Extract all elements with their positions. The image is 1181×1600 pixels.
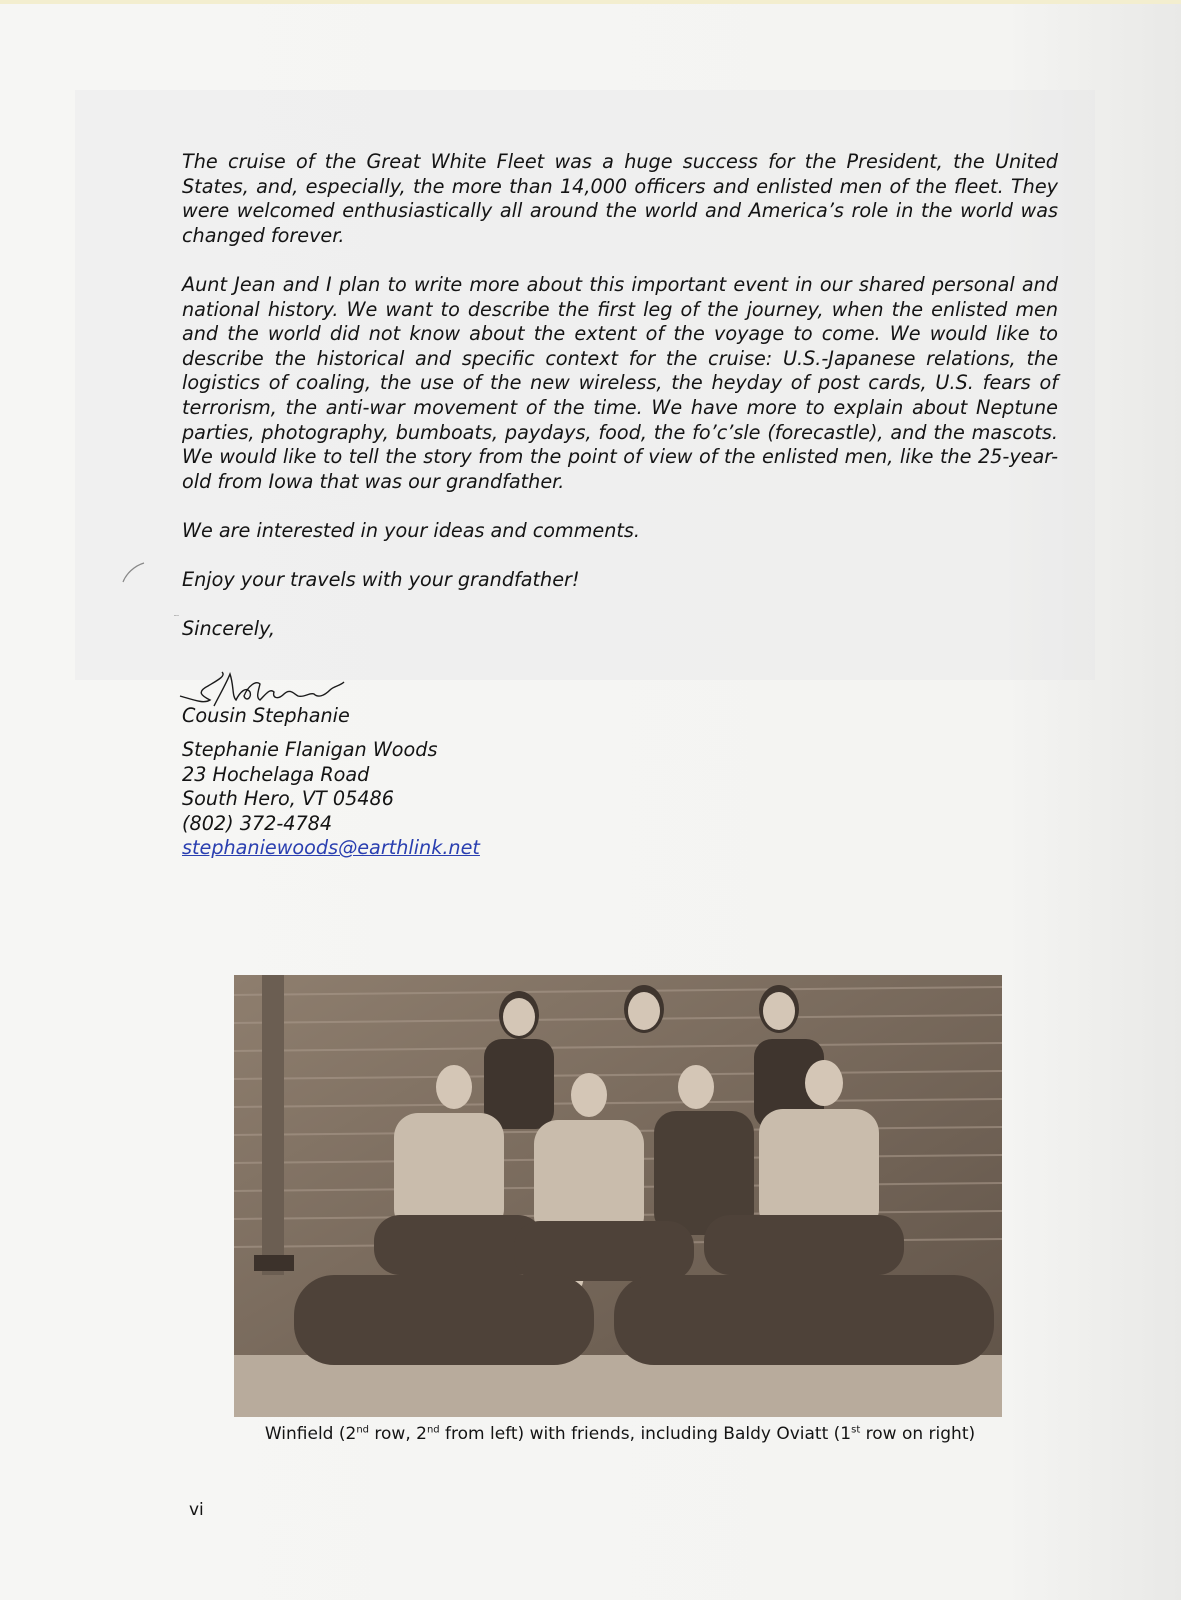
- caption-sup-1: nd: [356, 1424, 370, 1436]
- stray-pen-mark: [118, 560, 148, 586]
- paragraph-future-plans: Aunt Jean and I plan to write more about this important event in our shared personal and national history. We want to describe the first leg of the journey, when the enlisted men and the world did not know about the extent of the voyage to come. We would like to describe the historical and specific context for the cruise: U.S.-Japanese relations, the logistics of coaling, the use of the new wireless, the heyday of post cards, U.S. fears of terrorism, the anti-war movement of the time. We have more to explain about Neptune parties, photography, bumboats, paydays, food, the fo’c’sle (forecastle), and the mascots. We would like to tell the story from the point of view of the enlisted men, like the 25-year-old from Iowa that was our grandfather.: [182, 272, 1058, 493]
- page-number: vi: [189, 1500, 204, 1520]
- address-name: Stephanie Flanigan Woods: [182, 738, 438, 761]
- caption-text-3: from left) with friends, including Baldy Oviatt (1: [439, 1424, 852, 1444]
- address-phone: (802) 372-4784: [182, 811, 333, 835]
- group-photograph: [234, 975, 1002, 1417]
- email-link[interactable]: stephaniewoods@earthlink.net: [182, 836, 480, 860]
- signature-text: Stephanie: [174, 616, 180, 618]
- caption-text-1: Winfield (2: [264, 1424, 357, 1444]
- photo-caption: [200, 1424, 1040, 1444]
- caption-text-2: row, 2: [369, 1424, 427, 1444]
- photo-illustration: [234, 975, 1002, 1417]
- closing: Sincerely,: [182, 617, 276, 641]
- paragraph-enjoy: Enjoy your travels with your grandfather!: [182, 568, 580, 592]
- return-address: [182, 738, 480, 861]
- signoff: Cousin Stephanie: [182, 704, 350, 728]
- address-city: South Hero, VT 05486: [182, 787, 394, 811]
- caption-text-4: row on right): [860, 1424, 976, 1444]
- caption-sup-3: st: [851, 1424, 861, 1436]
- address-street: 23 Hochelaga Road: [182, 762, 370, 786]
- paragraph-fleet-success: The cruise of the Great White Fleet was a huge success for the President, the United States, and, especially, the more than 14,000 officers and enlisted men of the fleet. They were welcomed enthusiastically all around the world and America’s role in the world was changed forever.: [182, 150, 1058, 247]
- paragraph-ideas: We are interested in your ideas and comments.: [182, 518, 640, 542]
- top-edge: [0, 0, 1181, 4]
- caption-sup-2: nd: [426, 1424, 440, 1436]
- letter-body: [174, 150, 1058, 754]
